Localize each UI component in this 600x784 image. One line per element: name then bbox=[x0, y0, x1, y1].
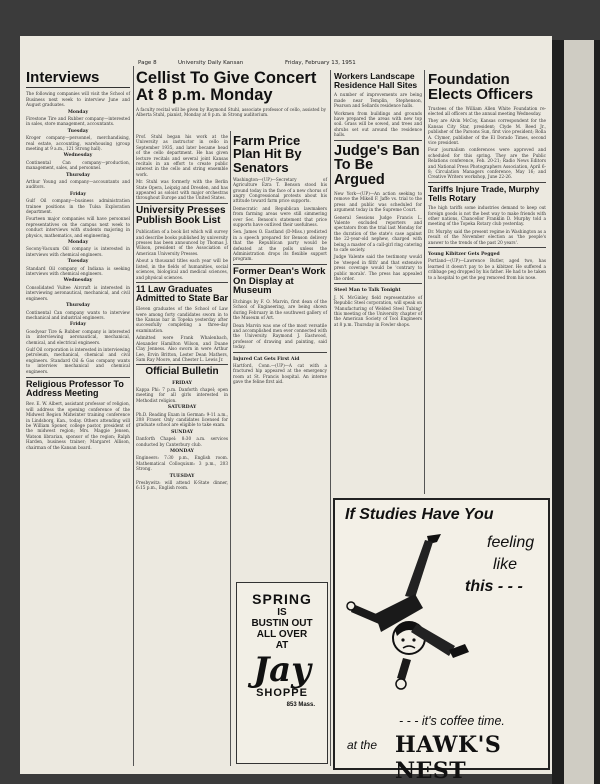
ad-at: AT bbox=[275, 640, 289, 651]
farm-headline: Farm Price Plan Hit By Senators bbox=[233, 133, 302, 175]
bulletin-day: TUESDAY bbox=[169, 473, 195, 479]
day-label: Tuesday bbox=[67, 259, 89, 265]
farm-body: Sen. James O. Eastland (D-Miss.) predicted in a speech prepared for Benson delivery that the Republican party would be defeated at the polls unless the Administration drops its flexible support program. bbox=[233, 229, 327, 262]
ad-spring: SPRING bbox=[252, 591, 312, 607]
workers-body: Workmen from buildings and grounds have prepared the areas with new top soil. Grass will be sowed, and trees and shrubs set out around the residence halls. bbox=[334, 110, 422, 138]
steel-headline: Steel Man to Talk Tonight bbox=[334, 288, 401, 294]
ad-headline-top: If Studies Have You bbox=[345, 506, 494, 523]
day-label: Wednesday bbox=[63, 153, 93, 159]
ad-feeling: feeling bbox=[487, 534, 535, 551]
museum-headline: Former Dean's Work On Display at Museum bbox=[233, 265, 326, 297]
newspaper-page bbox=[20, 36, 552, 784]
ad-this: this - - - bbox=[465, 578, 523, 595]
kibitzer-headline: Young Kibitzer Gets Pegged bbox=[428, 252, 500, 258]
interviews-body: Gulf Oil corporation is interested in interviewing petroleum, mechanical, chemical and civil engineers. Standard Oil & Gas company wants to interview mechanical and chemical engineers. bbox=[26, 346, 130, 374]
ad-like: like bbox=[493, 556, 518, 573]
day-text: Continental Can company wants to interview mechanical and industrial engineers. bbox=[26, 309, 130, 320]
law-body: Eleven graduates of the School of Law were among forty candidates sworn in to the Kansas bar in Topeka yesterday after successfully completing a three-day examination. bbox=[136, 306, 228, 333]
farm-body: Washington—(UP)—Secretary of Agriculture Ezra T. Benson stood his ground today in the face of a new chorus of angry Congressional protests about his attitude toward farm price supports. bbox=[233, 176, 327, 204]
foundation-headline: Foundation Elects Officers bbox=[428, 71, 534, 104]
bulletin-day: FRIDAY bbox=[172, 380, 192, 386]
day-label: Tuesday bbox=[67, 128, 89, 134]
paper-date: Friday, February 13, 1951 bbox=[285, 60, 356, 66]
bulletin-day: SUNDAY bbox=[170, 429, 194, 435]
interviews-body: Fourteen major companies will have personnel representatives on the campus next week to conduct interviews with students majoring in physics, mathematics, and engineering. bbox=[26, 216, 130, 238]
bulletin-headline: Official Bulletin bbox=[145, 366, 219, 378]
day-label: Monday bbox=[67, 240, 89, 246]
column-four bbox=[334, 72, 422, 494]
judge-body: New York—(UP)—An action seeking to remove the Mikell F. Jaffe vs. trial to the press and public was scheduled for argument today in the Supreme Court. bbox=[334, 190, 422, 213]
jay-logo: Jay bbox=[253, 650, 311, 690]
foundation-body: They are Alvin McCoy, Kansas correspondent for the Kansas City Star, president; Clyde M. Reed Jr., publisher of the Parsons Sun, first vice president; Rolla A. Clymer, publisher of the El Dorado Times, second vice president. bbox=[428, 118, 546, 146]
day-text: Standard Oil company of Indiana is seeking interviews with chemical engineers. bbox=[26, 265, 130, 277]
interviews-intro: The following companies will visit the School of Business next week to interview June and August graduates. bbox=[26, 91, 130, 108]
interviews-column bbox=[26, 70, 130, 766]
hawks-nest-logo: HAWK'S NEST bbox=[395, 732, 502, 784]
bulletin-text: Ph.D. Reading Exam in German: 9-11 a.m., 208 Fraser. Only candidates licensed for graduate school are eligible to take exam. bbox=[136, 411, 228, 428]
museum-body: Dean Marvin was one of the most versatile and accomplished men ever connected with the University. Raymond J. Eastwood, professor of drawing and painting, said today. bbox=[233, 322, 327, 350]
interviews-headline: Interviews bbox=[26, 70, 130, 88]
day-text: Kroger company—personnel, merchandising, real estate, accounting, warehousing (group meeting at 9 a.m., 121 Strong hall). bbox=[26, 135, 130, 151]
presses-headline: University Presses Publish Book List bbox=[136, 204, 226, 227]
cellist-lede: A faculty recital will be given by Raymond Stuhl, associate professor of cello, assisted by Alberta Stuhl, pianist, Monday at 8 p.m. in Strong auditorium. bbox=[136, 106, 326, 118]
day-label: Thursday bbox=[66, 303, 90, 309]
ad-bustin: BUSTIN OUT bbox=[251, 618, 313, 629]
day-label: Friday bbox=[69, 322, 87, 328]
day-text: Socony-Vacuum Oil company is interested in interviews with chemical engineers. bbox=[26, 246, 130, 257]
day-text: Goodyear Tire & Rubber company is interested in interviewing aeronautical, mechanical, chemical, and electrical engineers. bbox=[26, 328, 130, 345]
foundation-body: Trustees of the William Allen White Foundation re-elected all officers at the annual meeting Wednesday. bbox=[428, 105, 546, 116]
bulletin-text: Danforth Chapel: 8:30 a.m. services conducted by Canterbury club. bbox=[136, 436, 228, 447]
ad-at-the: at the bbox=[347, 738, 378, 752]
cellist-article bbox=[136, 70, 326, 132]
day-label: Monday bbox=[67, 109, 89, 115]
law-headline: 11 Law Graduates Admitted to State Bar bbox=[136, 283, 229, 304]
page-header bbox=[138, 60, 548, 68]
day-text: Arthur Young and company—accountants and auditors. bbox=[26, 178, 130, 190]
day-label: Wednesday bbox=[63, 278, 93, 284]
tariffs-body: Dr. Murphy said the present regime in Washington as a result of the November election as 'the people's answer to the trends of the past 20 years'. bbox=[428, 228, 546, 245]
museum-body: Etchings by F. O. Marvin, first dean of the School of Engineering, are being shown during February in the southwest gallery of the Museum of Art. bbox=[233, 298, 327, 321]
hawks-nest-ad bbox=[333, 498, 550, 784]
judge-body: Judge Valente said the testimony would be 'steeped in filth' and that extensive press coverage would be 'contrary to public morals'. The press has appealed the order. bbox=[334, 254, 422, 281]
judge-headline: Judge's Ban To Be Argued bbox=[334, 142, 420, 189]
tariffs-headline: Tariffs Injure Trade, Murphy Tells Rotary bbox=[428, 183, 540, 203]
presses-body: About a thousand titles each year will be listed, in the fields of humanities, social sciences, biological and medical sciences, and physical sciences. bbox=[136, 258, 228, 280]
page-number: Page 8 bbox=[138, 60, 157, 66]
tariffs-body: The high tariffs some industries demand to keep out foreign goods is not the best way to make friends with other nations, Chancellor Franklin D. Murphy told a meeting of the Topeka Rotary club yesterday. bbox=[428, 205, 546, 227]
day-text: Firestone Tire and Rubber company—interested in sales, store management, accountants. bbox=[26, 115, 130, 127]
ad-coffee-time: - - - it's coffee time. bbox=[399, 714, 505, 728]
religious-headline: Religious Professor To Address Meeting bbox=[26, 378, 124, 399]
bulletin-day: MONDAY bbox=[170, 448, 194, 454]
workers-body: A number of improvements are being made near Templin, Stephenson, Pearson and Sellards residence halls. bbox=[334, 92, 422, 109]
foundation-body: Four journalism conferences were approved and scheduled for this spring. They are the Public Relations conference, Feb. 20-21; Radio News Editors and National Press Photographers Association, April 6-8; Circulation Managers conference, May 16; and Creative Writers workshop, June 22-26. bbox=[428, 147, 546, 180]
shoppe-label: SHOPPE bbox=[256, 687, 308, 699]
injured-body: Hartford, Conn.—(UP)—A cat with a fractured hip appeared at the emergency room at St. Francis hospital. An interne gave the feline first aid. bbox=[233, 362, 327, 385]
law-body: Admitted were Frank Whalenbach, Alexander Hamilton Wilson, and Duane Clay Jenness. Also sworn in were Arthur Lee, Ervin Britton, Lester Dean Mathers, Sam Ray Moore, and Chester L. Lewis Jr. bbox=[136, 335, 228, 362]
cellist-body: Mr. Stuhl was formerly with the Berlin State Opera, Leipzig and Dresden, and has appeared as soloist with major orchestras throughout Europe and the United States. bbox=[136, 179, 228, 201]
ad-address: 853 Mass. bbox=[286, 702, 315, 708]
bulletin-text: Kappa Phi: 7 p.m. Danforth chapel; open meeting for all girls interested in Methodist religion. bbox=[136, 386, 228, 403]
bulletin-text: Engineers: 7:30 p.m., English room. Mathematical Colloquium: 3 p.m., 203 Strong. bbox=[136, 455, 228, 472]
day-label: Friday bbox=[69, 191, 87, 197]
column-three bbox=[233, 134, 327, 574]
cellist-headline: Cellist To Give Concert At 8 p.m. Monday bbox=[136, 69, 317, 104]
ad-all-over: ALL OVER bbox=[256, 629, 308, 640]
day-label: Thursday bbox=[66, 172, 90, 178]
farm-body: Democratic and Republican lawmakers from farming areas were still simmering over Sec. Benson's statement that price supports have outlived their usefulness. bbox=[233, 205, 327, 227]
injured-headline: Injured Cat Gets First Aid bbox=[233, 356, 300, 362]
steel-body: J. N. McGinley, field representative of Republic Steel corporation, will speak on 'Manufacturing of Welded Steel Tubing' this meeting of the University chapter of the American Society of Tool Engineers at 8 p.m. Thursday in Fowler shops. bbox=[334, 294, 422, 327]
workers-headline: Workers Landscape Residence Hall Sites bbox=[334, 71, 418, 90]
bulletin-day: SATURDAY bbox=[167, 405, 197, 411]
presses-body: Publication of a book list which will survey and describe books published by university presses has been announced by Thomas J. Wilson, president of the Association of American University Presses. bbox=[136, 229, 228, 256]
bulletin-text: Presbywitz: will attend K-State dinner, 6:15 p.m., English room. bbox=[136, 480, 228, 491]
paper-name: University Daily Kansan bbox=[178, 60, 244, 66]
religious-text: Rev. E. W. Albert, assistant professor of religion, will address the opening conference of the Midwest Region Midwinter training conference in Lindsborg, Kan., today. Others attending will be William Sponer, college pastor, president of the midwest region; Mrs. Maggie Jensen, Watson librarian, sponsor of the region; Ralph Harden, business trainer; Margaret Allison, chairman of the Kansan board. bbox=[26, 401, 130, 450]
day-text: Consolidated Vultee Aircraft is interested in interviewing aeronautical, mechanical, and civil engineers. bbox=[26, 284, 130, 301]
jay-shoppe-ad bbox=[236, 582, 328, 764]
column-two bbox=[136, 134, 228, 766]
cellist-body: Prof. Stuhl began his work at the University as instructor in cello in September 1935, and later became head of the cello department. He has given lecture recitals and several joint Kansas recitals in an effort to create public interest in the cello and string ensemble work. bbox=[136, 134, 228, 177]
day-text: Gulf Oil company—business administration trainee positions in the Tulsa Exploration department. bbox=[26, 198, 130, 215]
column-five bbox=[428, 72, 546, 494]
day-text: Continental Can company—production, management, sales, and personnel. bbox=[26, 159, 130, 171]
stressed-student-illustration bbox=[345, 528, 485, 698]
ad-is: IS bbox=[277, 607, 287, 618]
judge-body: General Sessions Judge Francis L. Valente excluded reporters and spectators from the trial last Monday for the duration of the state's case against the 22-year-old nephew, charged with being a master of a call-girl ring catering to cafe society. bbox=[334, 214, 422, 252]
kibitzer-body: Portland—(UP)—Lawrence Butler, aged two, has learned it doesn't pay to be a kibitzer. He suffered a cribbage peg dropped by his father. He had to be taken to a hospital to get the peg removed from his nose. bbox=[428, 258, 546, 280]
